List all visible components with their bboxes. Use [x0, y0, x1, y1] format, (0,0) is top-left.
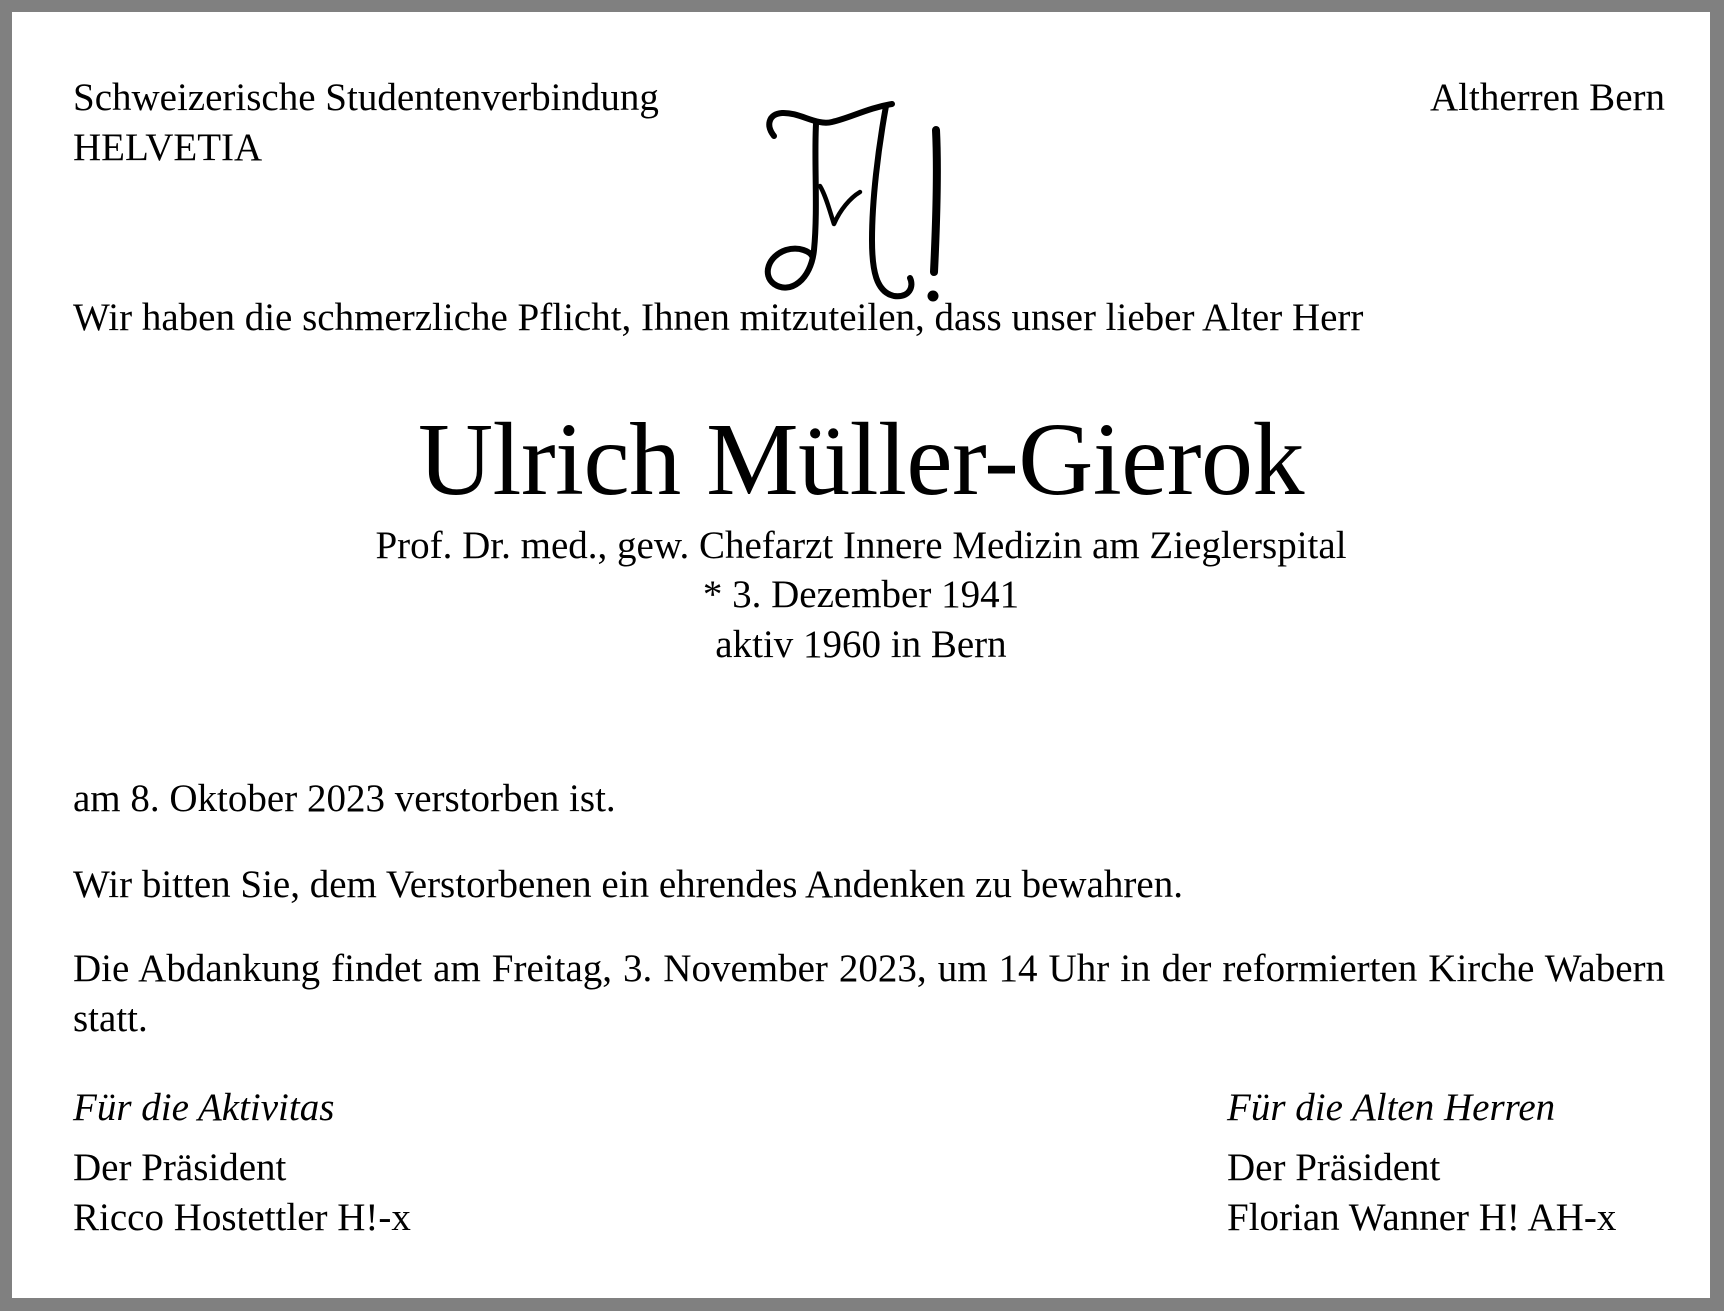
- intro-text: Wir haben die schmerzliche Pflicht, Ihnen mitzuteilen, dass unser lieber Alter Herr: [73, 296, 1364, 339]
- signature-right-group: Für die Alten Herren: [1227, 1086, 1556, 1129]
- section-name: Altherren Bern: [1430, 76, 1665, 119]
- signature-right-name: Florian Wanner H! AH-x: [1227, 1196, 1617, 1239]
- signature-left-name: Ricco Hostettler H!-x: [73, 1196, 411, 1239]
- signature-left-role: Der Präsident: [73, 1146, 287, 1189]
- signature-right-role: Der Präsident: [1227, 1146, 1441, 1189]
- ceremony-text: Die Abdankung findet am Freitag, 3. November 2023, um 14 Uhr in der reformierten Kirche Wabern statt.: [73, 947, 1665, 1040]
- obituary-notice: [12, 12, 1710, 1298]
- remembrance-text: Wir bitten Sie, dem Verstorbenen ein ehrendes Andenken zu bewahren.: [73, 863, 1183, 906]
- deceased-title: Prof. Dr. med., gew. Chefarzt Innere Medizin am Zieglerspital: [375, 524, 1347, 567]
- signature-left-group: Für die Aktivitas: [73, 1086, 335, 1129]
- birth-date: * 3. Dezember 1941: [702, 573, 1020, 616]
- organization-name: Schweizerische Studentenverbindung: [73, 76, 659, 119]
- organization-subname: HELVETIA: [73, 126, 263, 169]
- death-date-line: am 8. Oktober 2023 verstorben ist.: [73, 777, 616, 820]
- active-membership: aktiv 1960 in Bern: [715, 623, 1007, 666]
- helvetia-circle-monogram-icon: [760, 100, 980, 320]
- deceased-name: Ulrich Müller-Gierok: [417, 402, 1305, 517]
